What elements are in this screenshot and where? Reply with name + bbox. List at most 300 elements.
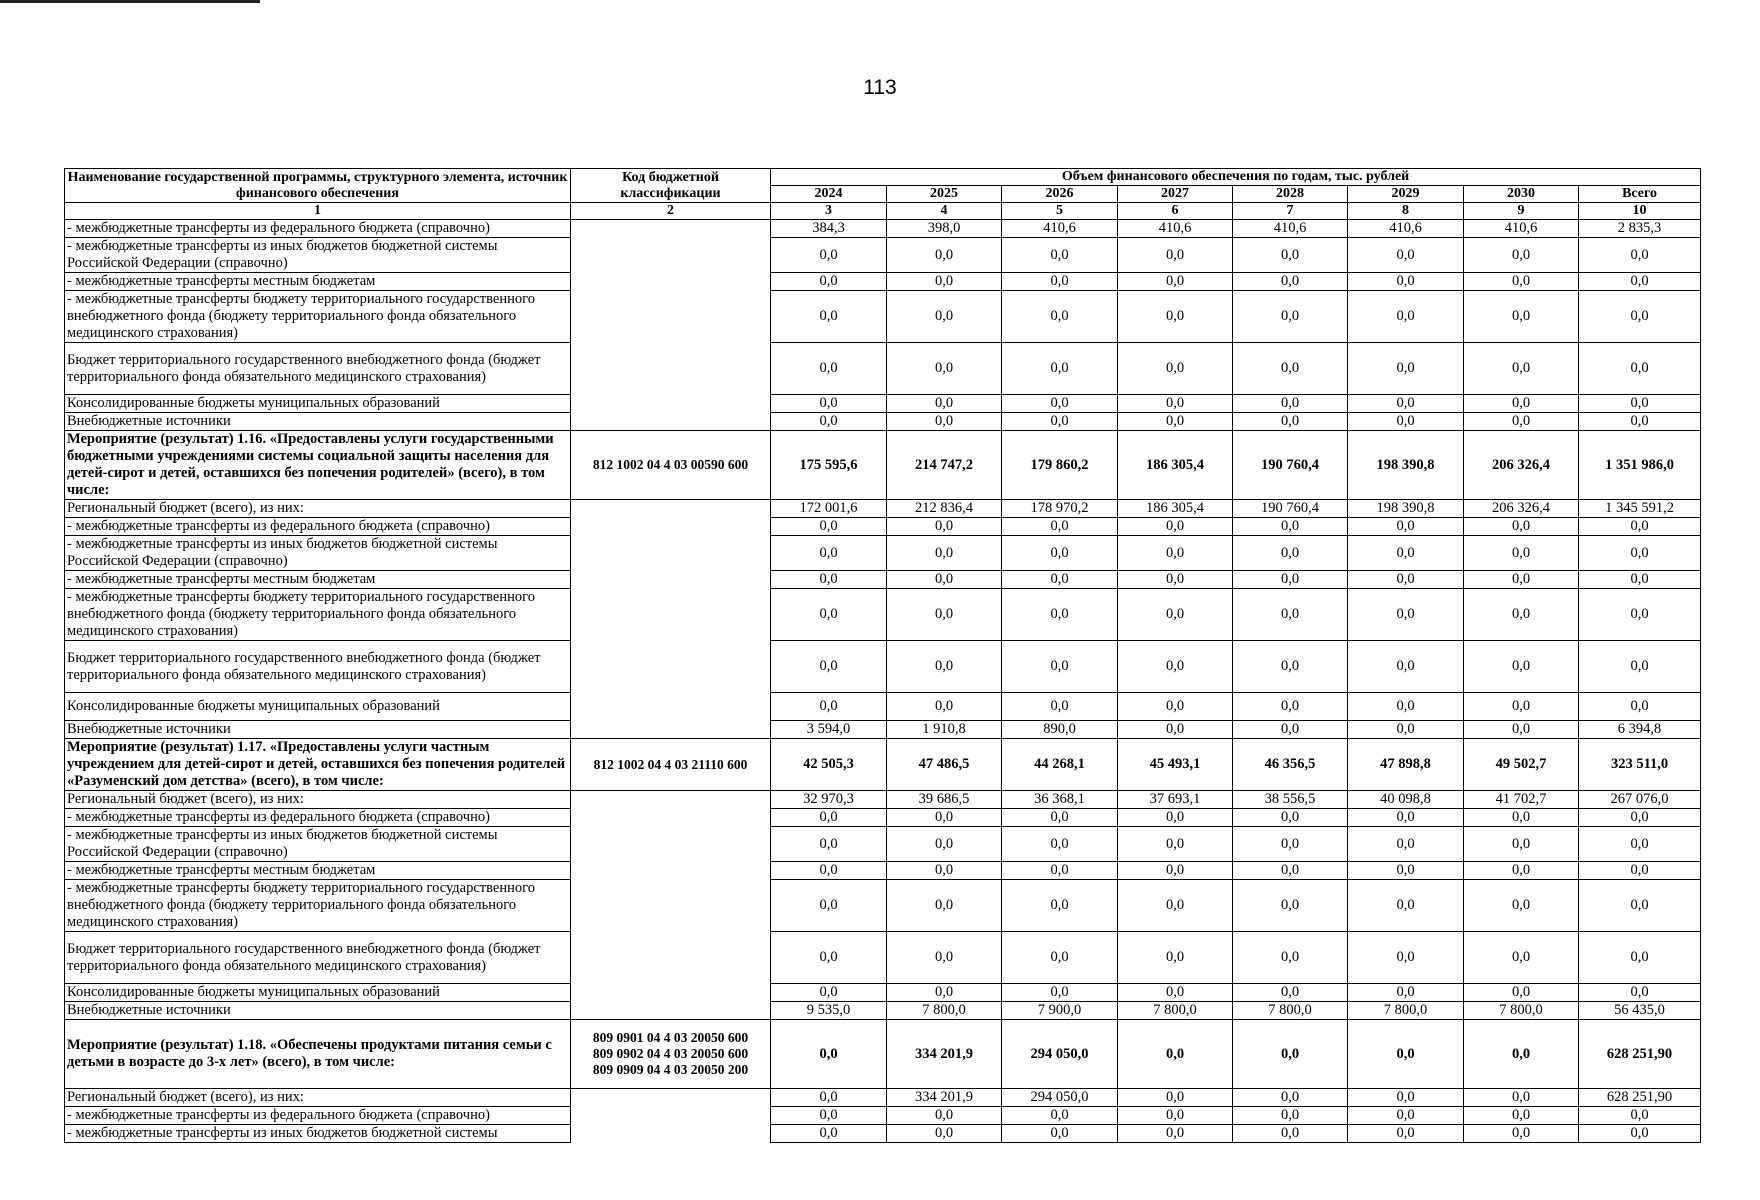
row-value-year: 0,0 [1233, 641, 1348, 693]
row-value-year: 0,0 [1348, 395, 1464, 413]
row-budget-code [571, 589, 771, 641]
row-budget-code [571, 273, 771, 291]
row-value-year: 0,0 [1233, 809, 1348, 827]
row-value-year: 0,0 [771, 1020, 887, 1089]
row-value-year: 0,0 [771, 641, 887, 693]
row-value-year: 0,0 [1348, 571, 1464, 589]
row-value-year: 179 860,2 [1002, 431, 1118, 500]
col-number: 7 [1233, 203, 1348, 220]
row-value-year: 0,0 [1118, 862, 1233, 880]
row-value-year: 190 760,4 [1233, 500, 1348, 518]
row-name: - межбюджетные трансферты из иных бюджетов бюджетной системы [65, 1125, 571, 1143]
row-value-year: 410,6 [1118, 220, 1233, 238]
col-number: 3 [771, 203, 887, 220]
row-value-total: 2 835,3 [1579, 220, 1701, 238]
header-year: 2029 [1348, 186, 1464, 203]
row-value-year: 178 970,2 [1002, 500, 1118, 518]
row-value-year: 0,0 [1348, 880, 1464, 932]
row-value-year: 0,0 [1118, 984, 1233, 1002]
row-value-year: 0,0 [1002, 518, 1118, 536]
row-value-year: 7 900,0 [1002, 1002, 1118, 1020]
row-budget-code [571, 721, 771, 739]
row-value-year: 0,0 [1233, 693, 1348, 721]
row-budget-code [571, 238, 771, 273]
row-value-year: 0,0 [1002, 693, 1118, 721]
row-value-year: 0,0 [1348, 1020, 1464, 1089]
table-row [65, 571, 1701, 589]
row-value-year: 0,0 [887, 827, 1002, 862]
row-value-year: 0,0 [1464, 536, 1579, 571]
row-value-year: 0,0 [1002, 862, 1118, 880]
header-row-col-numbers [65, 203, 1701, 220]
row-value-year: 47 486,5 [887, 739, 1002, 791]
row-name: - межбюджетные трансферты из федерального бюджета (справочно) [65, 809, 571, 827]
row-value-year: 38 556,5 [1233, 791, 1348, 809]
row-name: - межбюджетные трансферты бюджету территориального государственного внебюджетного фонда (бюджету территориального фонда обязательного медицинского страхования) [65, 880, 571, 932]
row-value-year: 206 326,4 [1464, 500, 1579, 518]
row-value-year: 0,0 [1118, 536, 1233, 571]
row-value-year: 0,0 [887, 641, 1002, 693]
row-value-year: 0,0 [1118, 641, 1233, 693]
row-name: - межбюджетные трансферты бюджету территориального государственного внебюджетного фонда (бюджету территориального фонда обязательного медицинского страхования) [65, 589, 571, 641]
row-value-year: 0,0 [1233, 721, 1348, 739]
row-budget-code: 809 0901 04 4 03 20050 600 809 0902 04 4 03 20050 600 809 0909 04 4 03 20050 200 [571, 1020, 771, 1089]
table-row [65, 641, 1701, 693]
row-value-year: 0,0 [887, 571, 1002, 589]
row-budget-code [571, 932, 771, 984]
col-number: 1 [65, 203, 571, 220]
header-volume-group: Объем финансового обеспечения по годам, тыс. рублей [771, 169, 1701, 186]
row-value-year: 0,0 [771, 809, 887, 827]
row-value-year: 186 305,4 [1118, 500, 1233, 518]
row-value-year: 0,0 [887, 932, 1002, 984]
row-value-year: 0,0 [771, 693, 887, 721]
row-value-year: 42 505,3 [771, 739, 887, 791]
row-budget-code [571, 518, 771, 536]
row-value-year: 0,0 [771, 932, 887, 984]
row-value-year: 0,0 [1002, 880, 1118, 932]
header-year: 2027 [1118, 186, 1233, 203]
table-row [65, 413, 1701, 431]
row-value-year: 0,0 [1118, 827, 1233, 862]
row-value-year: 0,0 [887, 395, 1002, 413]
row-value-year: 398,0 [887, 220, 1002, 238]
row-value-year: 0,0 [1464, 827, 1579, 862]
row-value-year: 0,0 [1002, 571, 1118, 589]
row-value-year: 0,0 [771, 413, 887, 431]
row-value-year: 1 910,8 [887, 721, 1002, 739]
row-value-year: 3 594,0 [771, 721, 887, 739]
row-value-year: 410,6 [1464, 220, 1579, 238]
row-value-year: 0,0 [1348, 413, 1464, 431]
row-value-year: 0,0 [887, 862, 1002, 880]
row-value-year: 7 800,0 [887, 1002, 1002, 1020]
header-total: Всего [1579, 186, 1701, 203]
row-value-year: 0,0 [1002, 589, 1118, 641]
row-value-year: 0,0 [1348, 984, 1464, 1002]
row-value-total: 0,0 [1579, 809, 1701, 827]
row-value-year: 47 898,8 [1348, 739, 1464, 791]
row-name: Внебюджетные источники [65, 413, 571, 431]
row-value-year: 0,0 [1348, 291, 1464, 343]
row-budget-code [571, 809, 771, 827]
table-row [65, 291, 1701, 343]
row-value-year: 0,0 [1233, 291, 1348, 343]
row-value-year: 0,0 [1348, 862, 1464, 880]
row-budget-code [571, 571, 771, 589]
row-budget-code [571, 536, 771, 571]
row-value-year: 0,0 [1348, 343, 1464, 395]
row-budget-code: 812 1002 04 4 03 00590 600 [571, 431, 771, 500]
row-value-year: 7 800,0 [1464, 1002, 1579, 1020]
row-value-year: 0,0 [887, 536, 1002, 571]
table-row [65, 589, 1701, 641]
row-value-year: 9 535,0 [771, 1002, 887, 1020]
row-name: - межбюджетные трансферты из иных бюджетов бюджетной системы Российской Федерации (справочно) [65, 827, 571, 862]
row-budget-code [571, 1089, 771, 1107]
row-value-year: 0,0 [771, 343, 887, 395]
row-value-year: 0,0 [1002, 827, 1118, 862]
row-name: - межбюджетные трансферты местным бюджетам [65, 862, 571, 880]
row-value-year: 890,0 [1002, 721, 1118, 739]
row-value-total: 628 251,90 [1579, 1089, 1701, 1107]
row-value-year: 186 305,4 [1118, 431, 1233, 500]
row-value-year: 0,0 [1348, 721, 1464, 739]
row-value-year: 0,0 [1118, 395, 1233, 413]
row-value-year: 0,0 [887, 413, 1002, 431]
row-value-year: 0,0 [1464, 641, 1579, 693]
row-value-year: 0,0 [1464, 721, 1579, 739]
row-value-year: 0,0 [887, 291, 1002, 343]
row-value-year: 410,6 [1233, 220, 1348, 238]
row-value-year: 0,0 [1002, 395, 1118, 413]
row-budget-code [571, 791, 771, 809]
row-value-year: 0,0 [887, 809, 1002, 827]
row-value-year: 0,0 [1233, 1020, 1348, 1089]
row-value-year: 0,0 [1002, 536, 1118, 571]
table-row [65, 238, 1701, 273]
table-row [65, 721, 1701, 739]
header-code-col: Код бюджетной классификации [571, 169, 771, 203]
row-value-year: 0,0 [1118, 413, 1233, 431]
row-value-total: 0,0 [1579, 273, 1701, 291]
row-value-year: 0,0 [1464, 862, 1579, 880]
row-name: - межбюджетные трансферты из иных бюджетов бюджетной системы Российской Федерации (справочно) [65, 536, 571, 571]
row-value-year: 0,0 [1348, 641, 1464, 693]
row-value-year: 0,0 [1118, 1089, 1233, 1107]
row-value-year: 39 686,5 [887, 791, 1002, 809]
row-value-year: 0,0 [1118, 880, 1233, 932]
table-row [65, 880, 1701, 932]
header-year: 2026 [1002, 186, 1118, 203]
header-year: 2030 [1464, 186, 1579, 203]
budget-table [64, 168, 1701, 1143]
row-value-year: 0,0 [1348, 238, 1464, 273]
row-value-total: 0,0 [1579, 291, 1701, 343]
row-value-year: 0,0 [1348, 827, 1464, 862]
row-value-year: 0,0 [1233, 589, 1348, 641]
row-value-total: 0,0 [1579, 589, 1701, 641]
row-value-year: 0,0 [887, 1125, 1002, 1143]
row-value-year: 0,0 [887, 518, 1002, 536]
col-number: 6 [1118, 203, 1233, 220]
row-budget-code [571, 500, 771, 518]
row-name: Региональный бюджет (всего), из них: [65, 500, 571, 518]
table-row [65, 518, 1701, 536]
row-name: Региональный бюджет (всего), из них: [65, 1089, 571, 1107]
row-value-year: 0,0 [771, 827, 887, 862]
row-value-year: 0,0 [771, 589, 887, 641]
row-value-year: 214 747,2 [887, 431, 1002, 500]
row-value-year: 0,0 [1233, 273, 1348, 291]
header-year: 2024 [771, 186, 887, 203]
row-value-year: 0,0 [771, 1125, 887, 1143]
row-value-year: 0,0 [1464, 238, 1579, 273]
row-value-year: 0,0 [1118, 1020, 1233, 1089]
row-value-total: 0,0 [1579, 536, 1701, 571]
table-row [65, 1107, 1701, 1125]
row-value-year: 0,0 [1348, 1125, 1464, 1143]
row-value-year: 45 493,1 [1118, 739, 1233, 791]
row-budget-code [571, 1002, 771, 1020]
row-value-year: 0,0 [1464, 1020, 1579, 1089]
row-value-year: 384,3 [771, 220, 887, 238]
row-name: Консолидированные бюджеты муниципальных образований [65, 693, 571, 721]
row-value-year: 0,0 [1002, 641, 1118, 693]
row-value-year: 0,0 [887, 238, 1002, 273]
table-row [65, 1002, 1701, 1020]
row-name: Мероприятие (результат) 1.18. «Обеспечены продуктами питания семьи с детьми в возрасте до 3-х лет» (всего), в том числе: [65, 1020, 571, 1089]
row-value-year: 0,0 [1118, 1107, 1233, 1125]
row-name: - межбюджетные трансферты из федерального бюджета (справочно) [65, 518, 571, 536]
row-value-year: 212 836,4 [887, 500, 1002, 518]
row-value-total: 267 076,0 [1579, 791, 1701, 809]
col-number: 10 [1579, 203, 1701, 220]
row-value-year: 0,0 [771, 518, 887, 536]
row-budget-code [571, 984, 771, 1002]
row-value-year: 0,0 [1348, 589, 1464, 641]
row-value-year: 0,0 [887, 693, 1002, 721]
row-value-year: 0,0 [771, 1089, 887, 1107]
row-name: - межбюджетные трансферты из федерального бюджета (справочно) [65, 1107, 571, 1125]
row-value-year: 0,0 [1233, 827, 1348, 862]
table-row-measure [65, 1020, 1701, 1089]
row-name: - межбюджетные трансферты из федерального бюджета (справочно) [65, 220, 571, 238]
row-value-year: 0,0 [771, 862, 887, 880]
table-row [65, 1125, 1701, 1143]
row-value-year: 0,0 [1464, 395, 1579, 413]
row-value-year: 0,0 [771, 984, 887, 1002]
row-value-total: 0,0 [1579, 693, 1701, 721]
scan-top-rule [0, 0, 260, 3]
row-value-year: 0,0 [1118, 343, 1233, 395]
row-budget-code [571, 291, 771, 343]
row-value-year: 0,0 [1233, 984, 1348, 1002]
row-value-year: 44 268,1 [1002, 739, 1118, 791]
row-value-year: 36 368,1 [1002, 791, 1118, 809]
row-value-year: 206 326,4 [1464, 431, 1579, 500]
row-value-total: 6 394,8 [1579, 721, 1701, 739]
row-value-year: 0,0 [1233, 343, 1348, 395]
row-value-year: 0,0 [1348, 932, 1464, 984]
header-name-col: Наименование государственной программы, структурного элемента, источник финансового обеспечения [65, 169, 571, 203]
row-value-year: 0,0 [1118, 721, 1233, 739]
row-value-year: 7 800,0 [1233, 1002, 1348, 1020]
row-value-year: 0,0 [1118, 273, 1233, 291]
row-budget-code [571, 1107, 771, 1125]
table-row [65, 343, 1701, 395]
header-year: 2025 [887, 186, 1002, 203]
table-body [65, 220, 1701, 1143]
row-value-year: 46 356,5 [1233, 739, 1348, 791]
row-value-year: 0,0 [1464, 518, 1579, 536]
row-value-year: 0,0 [1464, 291, 1579, 343]
table-row-measure [65, 739, 1701, 791]
row-value-year: 190 760,4 [1233, 431, 1348, 500]
row-value-year: 32 970,3 [771, 791, 887, 809]
row-budget-code [571, 693, 771, 721]
row-value-total: 1 345 591,2 [1579, 500, 1701, 518]
row-value-year: 0,0 [1233, 862, 1348, 880]
row-value-total: 0,0 [1579, 343, 1701, 395]
row-value-total: 0,0 [1579, 395, 1701, 413]
row-value-year: 0,0 [1464, 880, 1579, 932]
row-value-year: 0,0 [1348, 518, 1464, 536]
row-value-year: 0,0 [1464, 693, 1579, 721]
row-name: Бюджет территориального государственного внебюджетного фонда (бюджет территориального фонда обязательного медицинского страхования) [65, 343, 571, 395]
row-value-total: 0,0 [1579, 238, 1701, 273]
header-year: 2028 [1233, 186, 1348, 203]
row-value-total: 0,0 [1579, 1125, 1701, 1143]
row-name: Консолидированные бюджеты муниципальных образований [65, 395, 571, 413]
row-value-year: 0,0 [1233, 1089, 1348, 1107]
row-value-year: 0,0 [1118, 589, 1233, 641]
row-value-total: 0,0 [1579, 571, 1701, 589]
row-value-year: 0,0 [887, 880, 1002, 932]
row-value-year: 40 098,8 [1348, 791, 1464, 809]
row-value-year: 410,6 [1348, 220, 1464, 238]
row-value-year: 0,0 [1348, 273, 1464, 291]
row-value-year: 37 693,1 [1118, 791, 1233, 809]
row-name: Бюджет территориального государственного внебюджетного фонда (бюджет территориального фонда обязательного медицинского страхования) [65, 641, 571, 693]
row-budget-code [571, 880, 771, 932]
row-value-year: 0,0 [1464, 273, 1579, 291]
col-number: 8 [1348, 203, 1464, 220]
row-value-year: 0,0 [1348, 1107, 1464, 1125]
row-name: - межбюджетные трансферты бюджету территориального государственного внебюджетного фонда (бюджету территориального фонда обязательного медицинского страхования) [65, 291, 571, 343]
row-name: - межбюджетные трансферты местным бюджетам [65, 273, 571, 291]
row-value-year: 0,0 [1002, 343, 1118, 395]
row-value-year: 0,0 [1348, 536, 1464, 571]
row-value-year: 0,0 [1002, 809, 1118, 827]
table-row [65, 395, 1701, 413]
row-value-year: 0,0 [1002, 1125, 1118, 1143]
table-row [65, 273, 1701, 291]
row-value-year: 0,0 [1233, 413, 1348, 431]
row-value-year: 0,0 [1118, 809, 1233, 827]
row-value-year: 0,0 [1348, 693, 1464, 721]
row-budget-code [571, 1125, 771, 1143]
row-budget-code [571, 827, 771, 862]
row-value-year: 0,0 [1233, 1107, 1348, 1125]
row-value-year: 0,0 [1233, 518, 1348, 536]
row-value-year: 0,0 [1118, 518, 1233, 536]
row-value-year: 334 201,9 [887, 1020, 1002, 1089]
row-value-year: 0,0 [1118, 291, 1233, 343]
row-value-year: 198 390,8 [1348, 500, 1464, 518]
table-row [65, 827, 1701, 862]
row-value-total: 323 511,0 [1579, 739, 1701, 791]
row-value-year: 0,0 [1348, 1089, 1464, 1107]
row-value-year: 0,0 [1002, 238, 1118, 273]
row-value-year: 0,0 [1002, 413, 1118, 431]
row-name: Мероприятие (результат) 1.16. «Предоставлены услуги государственными бюджетными учреждениями системы социальной защиты населения для детей-сирот и детей, оставшихся без попечения родителей» (всего), в том числе: [65, 431, 571, 500]
row-value-year: 198 390,8 [1348, 431, 1464, 500]
row-budget-code [571, 395, 771, 413]
table-row [65, 809, 1701, 827]
row-value-total: 0,0 [1579, 1107, 1701, 1125]
row-value-year: 0,0 [1118, 571, 1233, 589]
row-value-year: 0,0 [1348, 809, 1464, 827]
row-value-year: 49 502,7 [1464, 739, 1579, 791]
row-value-year: 0,0 [1464, 571, 1579, 589]
row-value-year: 0,0 [1118, 1125, 1233, 1143]
row-value-year: 172 001,6 [771, 500, 887, 518]
row-value-year: 334 201,9 [887, 1089, 1002, 1107]
table-row-measure [65, 431, 1701, 500]
row-value-year: 0,0 [1464, 1107, 1579, 1125]
table-row [65, 220, 1701, 238]
row-value-year: 0,0 [1002, 273, 1118, 291]
row-value-year: 0,0 [1002, 932, 1118, 984]
row-budget-code: 812 1002 04 4 03 21110 600 [571, 739, 771, 791]
row-value-year: 0,0 [1118, 693, 1233, 721]
row-value-year: 0,0 [1233, 932, 1348, 984]
row-value-year: 0,0 [1464, 589, 1579, 641]
row-budget-code [571, 343, 771, 395]
row-value-year: 0,0 [887, 589, 1002, 641]
row-value-year: 0,0 [1002, 984, 1118, 1002]
table-row [65, 984, 1701, 1002]
row-value-year: 0,0 [1233, 395, 1348, 413]
table-row [65, 1089, 1701, 1107]
row-value-year: 0,0 [1233, 1125, 1348, 1143]
row-budget-code [571, 641, 771, 693]
row-value-year: 0,0 [887, 984, 1002, 1002]
row-value-year: 0,0 [771, 1107, 887, 1125]
row-value-total: 0,0 [1579, 984, 1701, 1002]
row-name: Внебюджетные источники [65, 721, 571, 739]
row-value-total: 0,0 [1579, 413, 1701, 431]
page-number: 113 [863, 76, 897, 99]
row-value-total: 1 351 986,0 [1579, 431, 1701, 500]
row-name: Региональный бюджет (всего), из них: [65, 791, 571, 809]
row-value-year: 0,0 [771, 880, 887, 932]
row-value-year: 0,0 [1464, 984, 1579, 1002]
row-value-year: 0,0 [887, 1107, 1002, 1125]
col-number: 9 [1464, 203, 1579, 220]
table-row [65, 536, 1701, 571]
row-value-year: 0,0 [1233, 880, 1348, 932]
row-value-year: 294 050,0 [1002, 1089, 1118, 1107]
table-row [65, 932, 1701, 984]
row-value-year: 0,0 [1464, 809, 1579, 827]
table-row [65, 693, 1701, 721]
row-value-year: 0,0 [1002, 1107, 1118, 1125]
row-name: Консолидированные бюджеты муниципальных образований [65, 984, 571, 1002]
row-name: Бюджет территориального государственного внебюджетного фонда (бюджет территориального фонда обязательного медицинского страхования) [65, 932, 571, 984]
row-value-year: 0,0 [771, 238, 887, 273]
